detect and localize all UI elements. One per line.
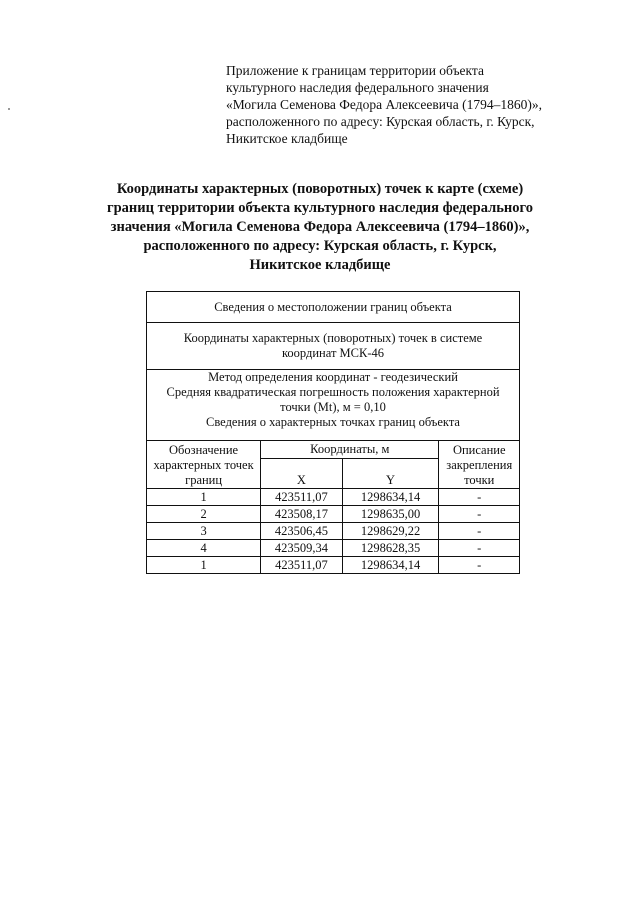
cell-x: 423509,34 xyxy=(261,540,343,557)
section-coords-line: координат МСК-46 xyxy=(281,346,385,360)
cell-point: 4 xyxy=(147,540,261,557)
document-title xyxy=(80,180,560,275)
table-row xyxy=(147,523,520,540)
cell-y: 1298634,14 xyxy=(342,489,439,506)
header-coordinates: Координаты, м xyxy=(261,441,439,459)
appendix-line: культурного наследия федерального значения xyxy=(226,80,489,95)
header-y: Y xyxy=(342,458,439,488)
cell-y: 1298635,00 xyxy=(342,506,439,523)
table-row xyxy=(147,489,520,506)
cell-x: 423511,07 xyxy=(261,557,343,574)
appendix-line: расположенного по адресу: Курская область, г. Курск, xyxy=(226,114,535,129)
title-line: значения «Могила Семенова Федора Алексеевича (1794–1860)», xyxy=(110,219,530,235)
section-coords-cell xyxy=(147,323,520,370)
cell-x: 423506,45 xyxy=(261,523,343,540)
cell-desc: - xyxy=(439,489,520,506)
cell-desc: - xyxy=(439,506,520,523)
title-line: расположенного по адресу: Курская область, г. Курск, xyxy=(143,238,497,254)
cell-desc: - xyxy=(439,523,520,540)
method-cell xyxy=(147,370,520,441)
cell-y: 1298634,14 xyxy=(342,557,439,574)
margin-mark xyxy=(8,108,10,110)
method-line: Метод определения координат - геодезический xyxy=(208,370,458,384)
section-coords-line: Координаты характерных (поворотных) точек в системе xyxy=(183,331,483,345)
method-line: Средняя квадратическая погрешность положения характерной xyxy=(166,385,500,399)
cell-x: 423508,17 xyxy=(261,506,343,523)
table-row xyxy=(147,540,520,557)
cell-point: 1 xyxy=(147,489,261,506)
cell-y: 1298629,22 xyxy=(342,523,439,540)
cell-x: 423511,07 xyxy=(261,489,343,506)
section-location: Сведения о местоположении границ объекта xyxy=(214,299,452,314)
title-line: Координаты характерных (поворотных) точек к карте (схеме) xyxy=(116,181,524,197)
cell-desc: - xyxy=(439,557,520,574)
appendix-line: «Могила Семенова Федора Алексеевича (1794–1860)», xyxy=(226,97,542,112)
table-row xyxy=(147,557,520,574)
header-designation: Обозначение характерных точек границ xyxy=(147,441,261,489)
header-x: X xyxy=(261,458,343,488)
table-row xyxy=(147,506,520,523)
section-location-cell xyxy=(147,292,520,323)
method-line: Сведения о характерных точках границ объекта xyxy=(206,415,460,429)
cell-y: 1298628,35 xyxy=(342,540,439,557)
method-line: точки (Mt), м = 0,10 xyxy=(280,400,386,414)
cell-point: 1 xyxy=(147,557,261,574)
coordinates-table xyxy=(146,291,520,574)
appendix-note xyxy=(226,62,586,147)
title-line: границ территории объекта культурного наследия федерального xyxy=(107,200,533,216)
cell-point: 3 xyxy=(147,523,261,540)
header-description: Описание закрепления точки xyxy=(439,441,520,489)
appendix-line: Никитское кладбище xyxy=(226,131,348,146)
title-line: Никитское кладбище xyxy=(249,257,391,273)
cell-point: 2 xyxy=(147,506,261,523)
cell-desc: - xyxy=(439,540,520,557)
appendix-line: Приложение к границам территории объекта xyxy=(226,63,484,78)
